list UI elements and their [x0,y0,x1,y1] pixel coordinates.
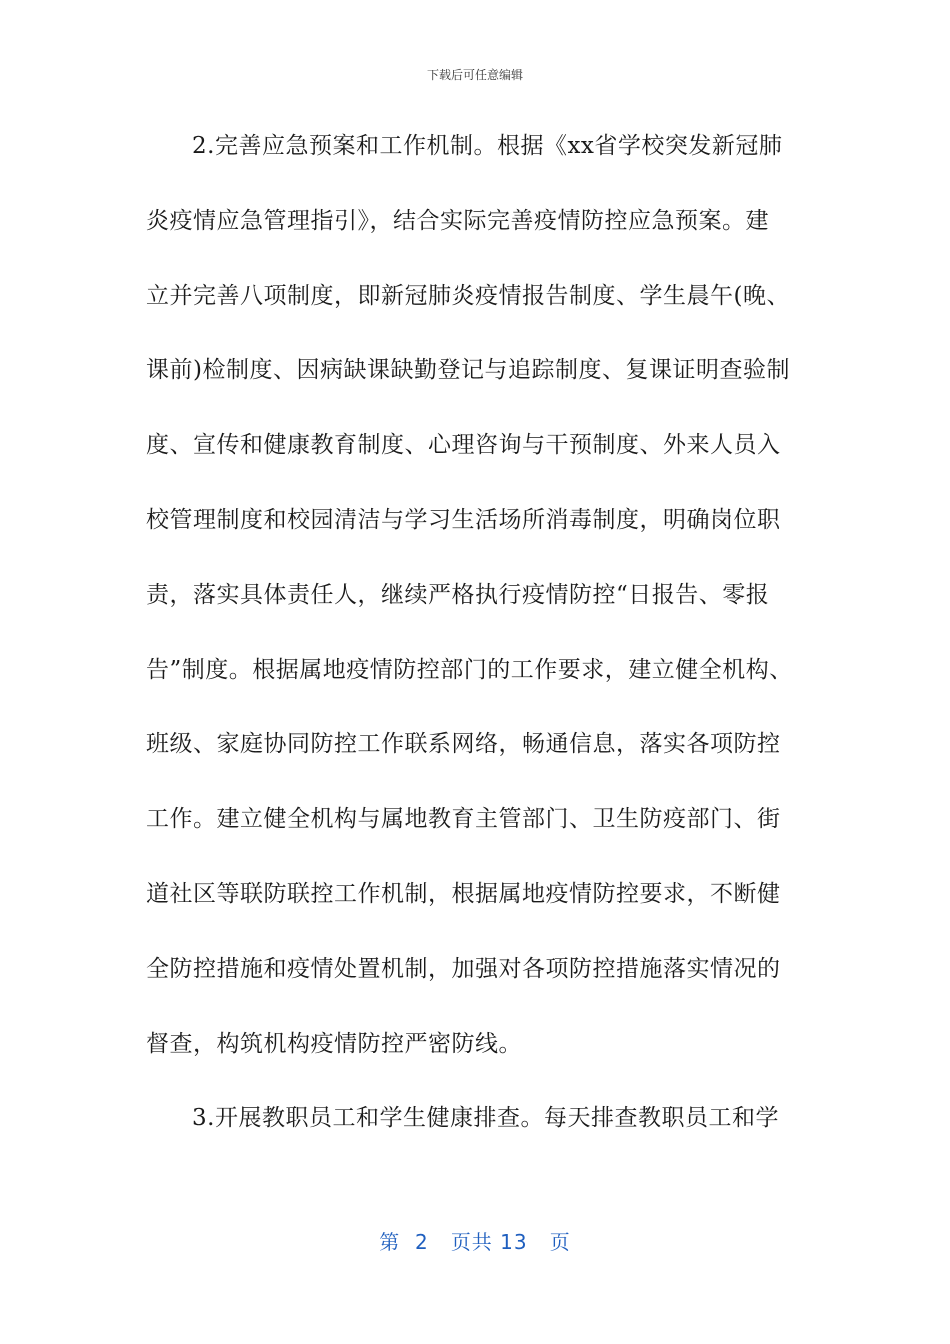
page-prefix: 第 [379,1230,401,1254]
page-current: 2 [415,1230,429,1254]
page-mid: 页共 [450,1230,493,1254]
paragraph-line: 道社区等联防联控工作机制，根据属地疫情防控要求，不断健 [146,880,781,907]
paragraph-line: 督查，构筑机构疫情防控严密防线。 [146,1030,522,1057]
paragraph-line: 3.开展教职员工和学生健康排查。每天排查教职员工和学 [192,1105,779,1132]
paragraph-line: 课前)检制度、因病缺课缺勤登记与追踪制度、复课证明查验制 [146,357,790,384]
paragraph-line: 校管理制度和校园清洁与学习生活场所消毒制度，明确岗位职 [146,506,781,533]
paragraph-line: 炎疫情应急管理指引》，结合实际完善疫情防控应急预案。建 [146,207,769,234]
paragraph-line: 全防控措施和疫情处置机制，加强对各项防控措施落实情况的 [146,955,781,982]
paragraph-line: 责，落实具体责任人，继续严格执行疫情防控“日报告、零报 [146,581,770,608]
paragraph-line: 度、宣传和健康教育制度、心理咨询与干预制度、外来人员入 [146,432,781,459]
page-total: 13 [500,1230,528,1254]
paragraph-2 [146,1098,806,1173]
paragraph-line: 告”制度。根据属地疫情防控部门的工作要求，建立健全机构、 [146,656,793,683]
paragraph-line: 班级、家庭协同防控工作联系网络，畅通信息，落实各项防控 [146,731,781,758]
page-suffix: 页 [549,1230,571,1254]
page-header-note: 下载后可任意编辑 [426,68,523,82]
paragraph-1 [146,126,806,1098]
paragraph-line: 立并完善八项制度，即新冠肺炎疫情报告制度、学生晨午(晚、 [146,282,790,309]
page-footer [0,1226,950,1255]
document-body [146,126,806,1173]
paragraph-line: 工作。建立健全机构与属地教育主管部门、卫生防疫部门、街 [146,806,781,833]
paragraph-line: 2.完善应急预案和工作机制。根据《xx省学校突发新冠肺 [192,133,783,159]
